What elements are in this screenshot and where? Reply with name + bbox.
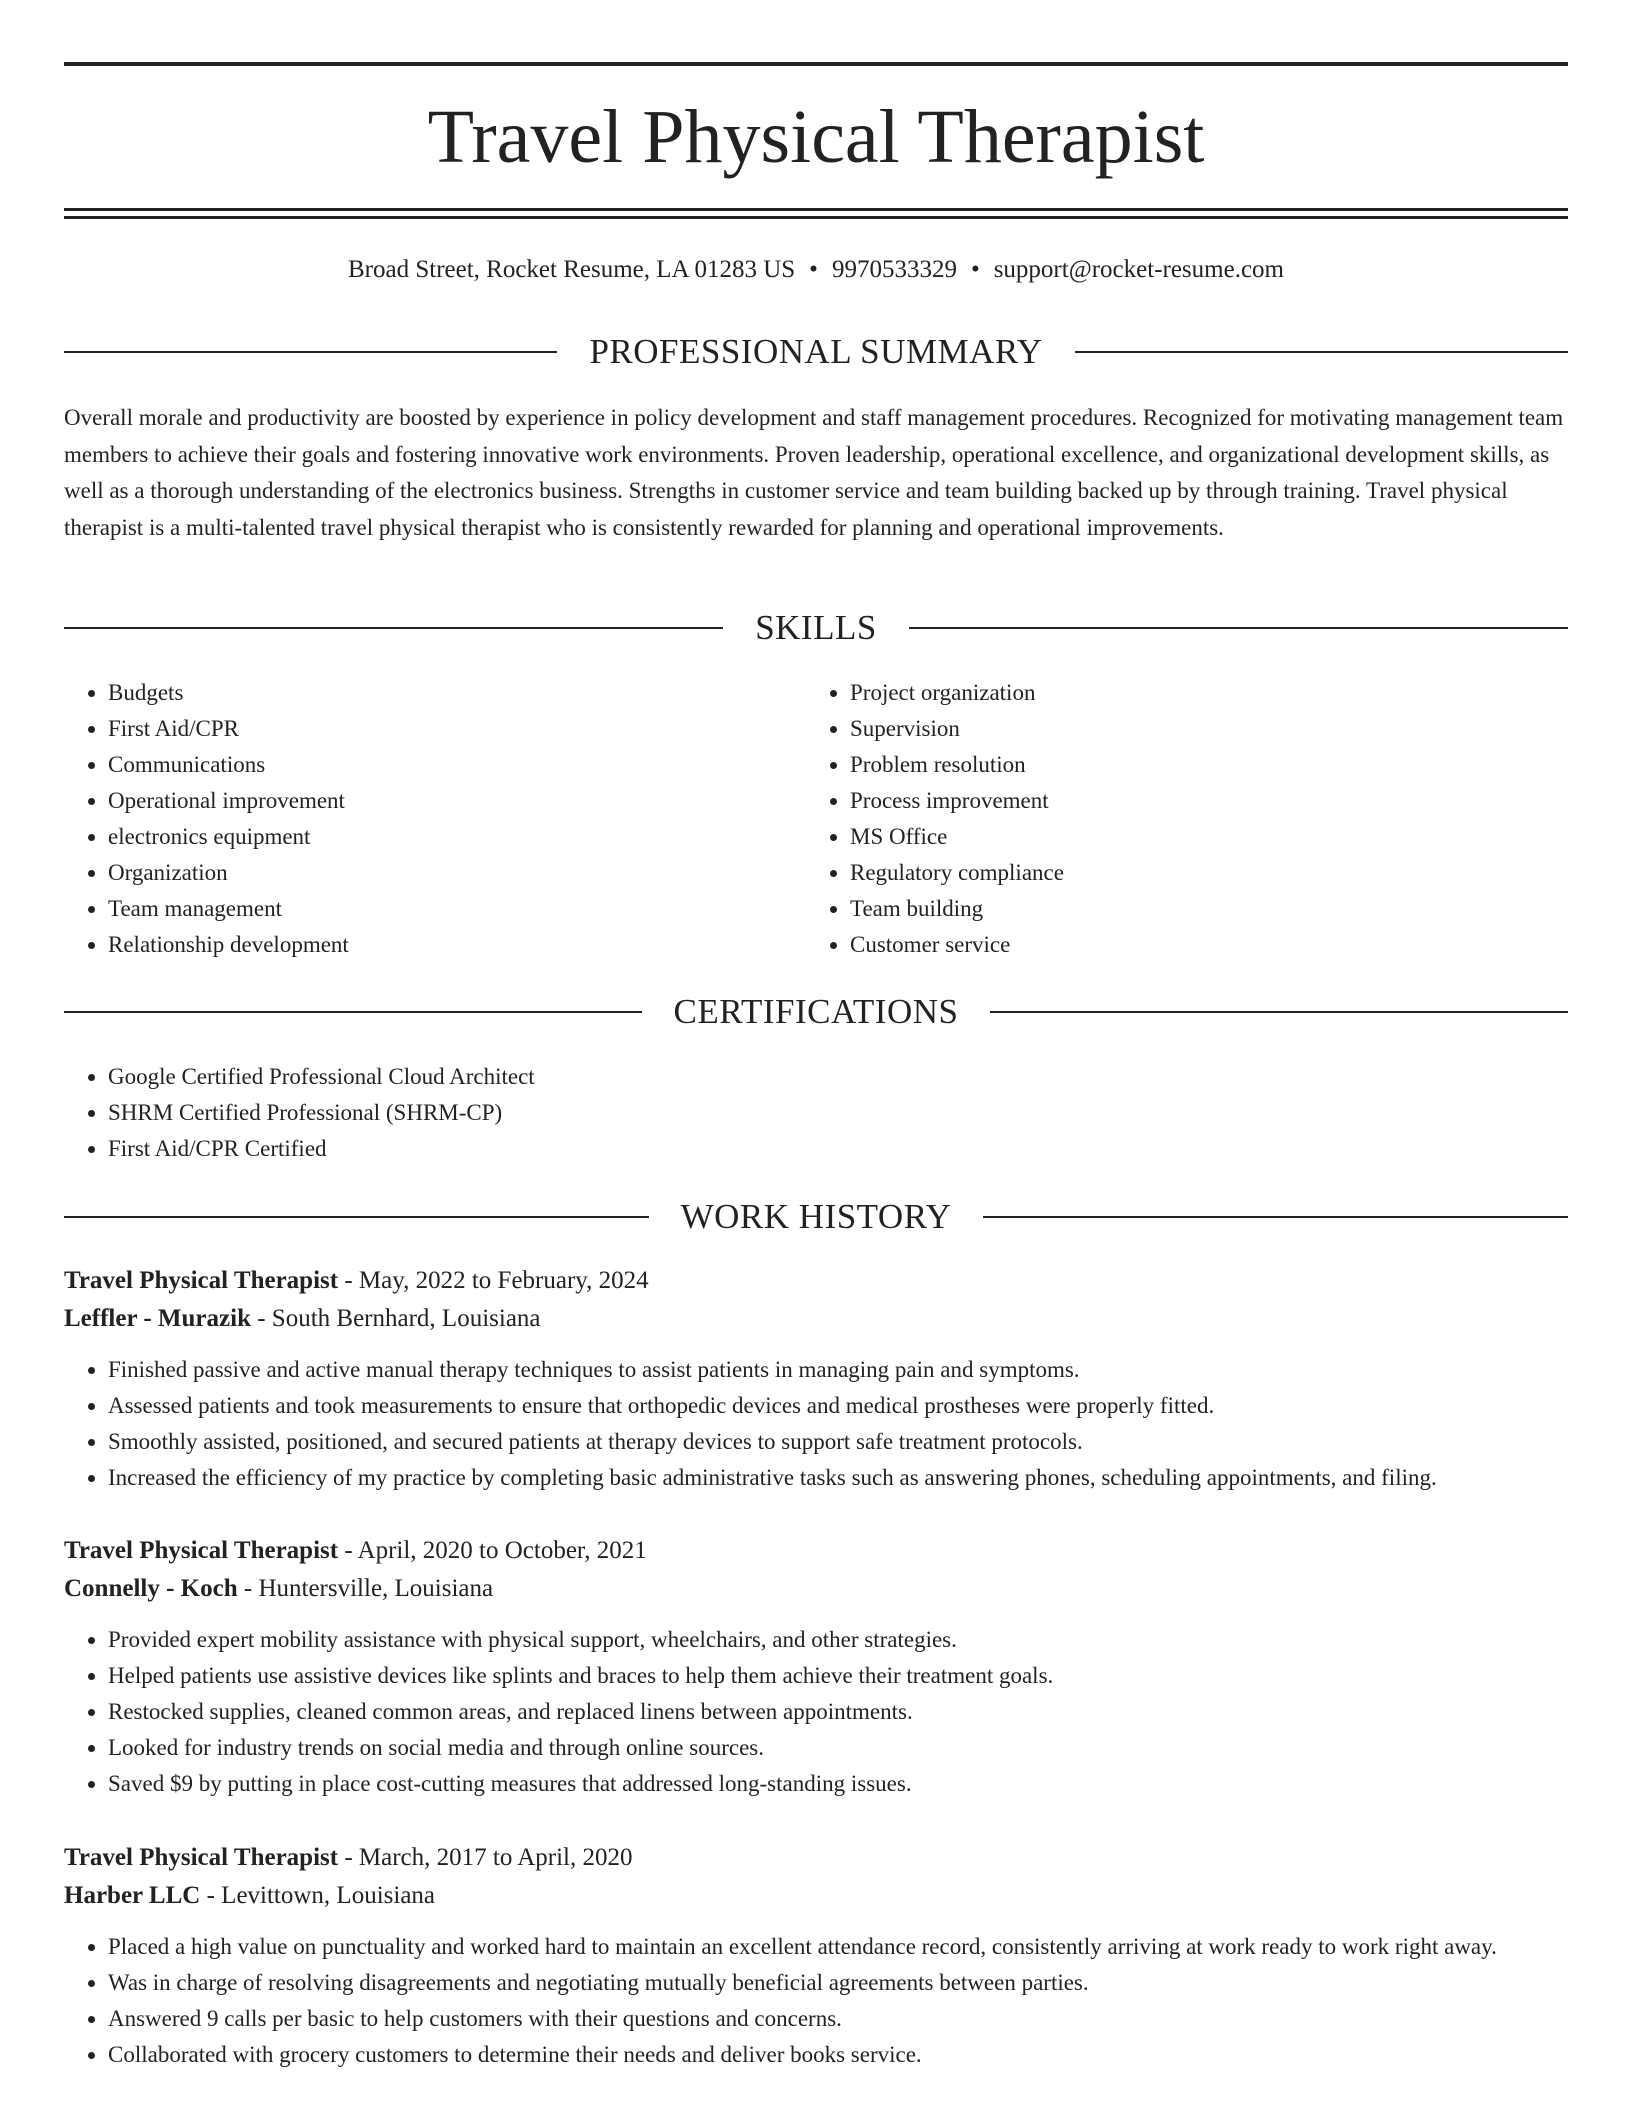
certification-item: • First Aid/CPR Certified [108,1131,1612,1167]
skills-list-right [806,675,1550,963]
job-title: Travel Physical Therapist [64,1537,339,1564]
job-duties-list [64,1622,1568,1802]
contact-line [64,253,1568,287]
resume-title: Travel Physical Therapist [427,95,1205,179]
skill-item: • Team management [108,891,808,927]
job-duty: • Placed a high value on punctuality and worked hard to maintain an excellent attendance record, consistently arriving at work ready to work right away. [108,1929,1568,1965]
skill-item: • Supervision [850,711,1550,747]
skill-item: • electronics equipment [108,819,808,855]
section-title: WORK HISTORY [680,1197,952,1236]
job-company: Harber LLC [64,1882,201,1909]
job-duty: • Smoothly assisted, positioned, and secured patients at therapy devices to support safe treatment protocols. [108,1424,1568,1460]
job-company-line [64,1877,1568,1915]
certification-item: • Google Certified Professional Cloud Architect [108,1059,1612,1095]
section-rule [64,1216,649,1218]
header-top-rule [64,62,1568,66]
header-bottom-rule [64,208,1568,211]
job-title-line [64,1839,1568,1877]
header-bottom-rule-double [64,216,1568,219]
section-rule [983,1216,1568,1218]
job-title-line [64,1262,1568,1300]
contact-phone: 9970533329 [831,256,957,283]
summary-text: Overall morale and productivity are boosted by experience in policy development and staff management procedures. Recognized for motivating management team members to achieve their goals and fostering innovative work environments. Proven leadership, operational excellence, and organizational development skills, as well as a thorough understanding of the electronics business. Strengths in customer service and team building backed up by through training. Travel physical therapist is a multi-talented travel physical therapist who is consistently rewarded for planning and operational improvements. [64,405,1564,540]
skill-item: • Organization [108,855,808,891]
job-duty: • Collaborated with grocery customers to determine their needs and deliver books service. [108,2037,1568,2073]
job-dates: - May, 2022 to February, 2024 [338,1267,649,1294]
skills-list-left [64,675,808,963]
job-duty: • Increased the efficiency of my practice by completing basic administrative tasks such as answering phones, scheduling appointments, and filing. [108,1460,1568,1496]
job-dates: - March, 2017 to April, 2020 [338,1844,633,1871]
job-duty: • Saved $9 by putting in place cost-cutting measures that addressed long-standing issues. [108,1766,1568,1802]
section-header-certifications [64,990,1568,1034]
skill-item: • Operational improvement [108,783,808,819]
job-company-line [64,1300,1568,1338]
section-rule [64,627,723,629]
job-duty: • Helped patients use assistive devices like splints and braces to help them achieve their treatment goals. [108,1658,1568,1694]
job-duty: • Was in charge of resolving disagreements and negotiating mutually beneficial agreements between parties. [108,1965,1568,2001]
job-company: Connelly - Koch [64,1575,238,1602]
job-duty: • Finished passive and active manual therapy techniques to assist patients in managing pain and symptoms. [108,1352,1568,1388]
certifications-list [64,1059,1612,1167]
job-title-line [64,1532,1568,1570]
job-entry [64,1839,1568,2073]
skill-item: • Relationship development [108,927,808,963]
job-title: Travel Physical Therapist [64,1844,339,1871]
skill-item: • Project organization [850,675,1550,711]
section-rule [1075,351,1568,353]
job-duty: • Assessed patients and took measurements to ensure that orthopedic devices and medical prostheses were properly fitted. [108,1388,1568,1424]
skill-item: • Budgets [108,675,808,711]
section-title: CERTIFICATIONS [673,992,959,1031]
contact-separator: • [970,256,980,283]
skill-item: • MS Office [850,819,1550,855]
contact-address: Broad Street, Rocket Resume, LA 01283 US [348,256,796,283]
section-rule [909,627,1568,629]
job-location: - Levittown, Louisiana [200,1882,436,1909]
skill-item: • Process improvement [850,783,1550,819]
job-duties-list [64,1929,1568,2073]
skill-item: • Problem resolution [850,747,1550,783]
job-duty: • Answered 9 calls per basic to help customers with their questions and concerns. [108,2001,1568,2037]
certification-item: • SHRM Certified Professional (SHRM-CP) [108,1095,1612,1131]
section-header-skills [64,606,1568,650]
job-duties-list [64,1352,1568,1496]
job-duty: • Looked for industry trends on social media and through online sources. [108,1730,1568,1766]
section-rule [64,1011,642,1013]
job-company: Leffler - Murazik [64,1305,251,1332]
section-title: PROFESSIONAL SUMMARY [589,332,1043,371]
section-rule [990,1011,1568,1013]
job-title: Travel Physical Therapist [64,1267,339,1294]
skill-item: • First Aid/CPR [108,711,808,747]
skill-item: • Customer service [850,927,1550,963]
skill-item: • Communications [108,747,808,783]
job-duty: • Provided expert mobility assistance with physical support, wheelchairs, and other strategies. [108,1622,1568,1658]
job-entry [64,1532,1568,1802]
section-header-summary [64,330,1568,374]
job-location: - South Bernhard, Louisiana [250,1305,541,1332]
job-entry [64,1262,1568,1496]
skill-item: • Regulatory compliance [850,855,1550,891]
section-rule [64,351,557,353]
job-dates: - April, 2020 to October, 2021 [338,1537,647,1564]
job-location: - Huntersville, Louisiana [237,1575,494,1602]
section-title: SKILLS [755,608,877,647]
skill-item: • Team building [850,891,1550,927]
contact-separator: • [809,256,818,283]
section-header-work-history [64,1195,1568,1239]
job-company-line [64,1570,1568,1608]
contact-email[interactable]: support@rocket-resume.com [993,256,1284,283]
job-duty: • Restocked supplies, cleaned common areas, and replaced linens between appointments. [108,1694,1568,1730]
